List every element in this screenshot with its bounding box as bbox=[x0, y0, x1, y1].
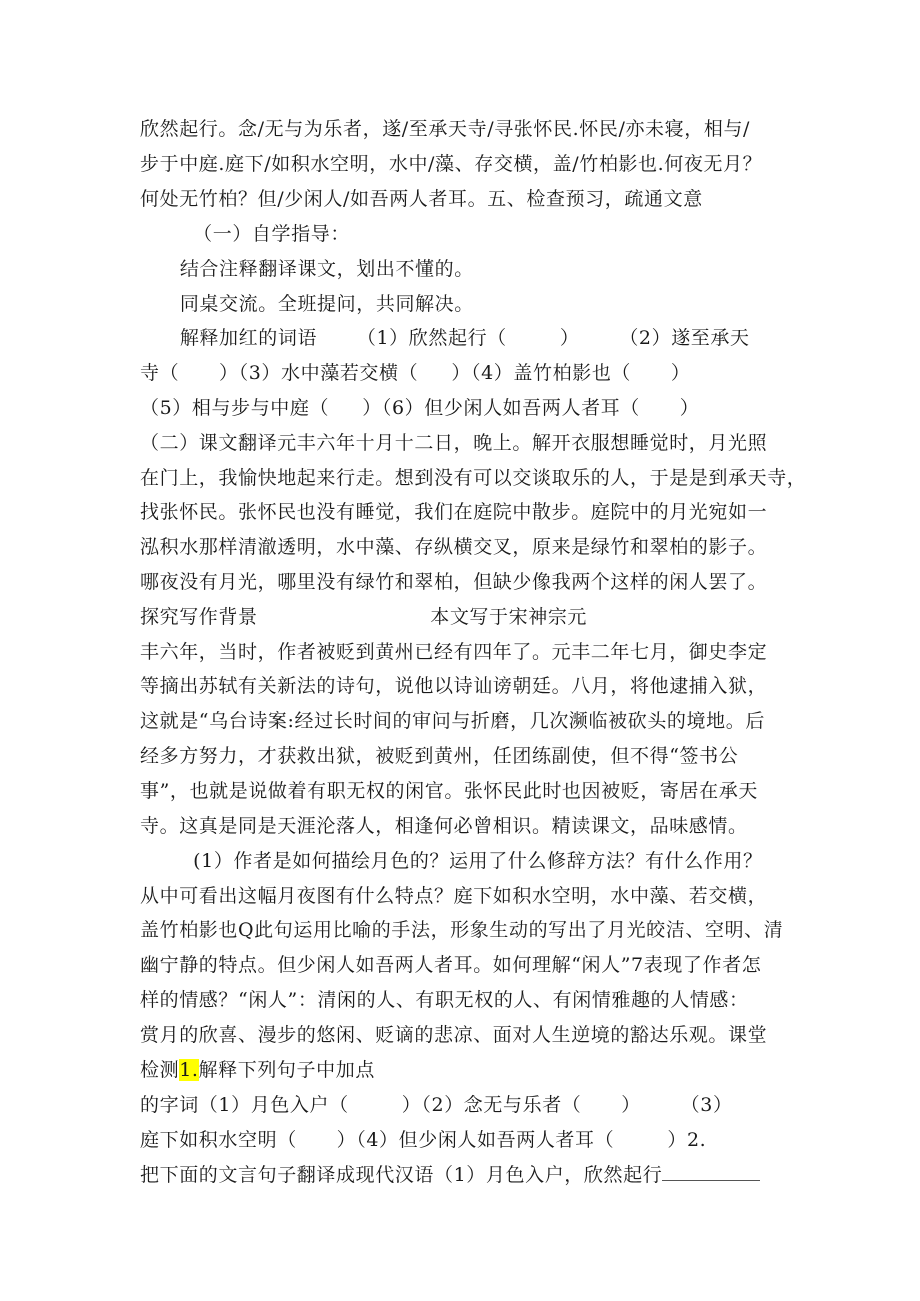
text-line: 步于中庭.庭下/如积水空明，水中/藻、存交横，盖/竹柏影也.何夜无月？ bbox=[140, 153, 763, 175]
text-line: 结合注释翻译课文，划出不懂的。 bbox=[140, 258, 474, 280]
text-line: 寺。这真是同是天涯沦落人，相逢何必曾相识。精读课文，品味感情。 bbox=[140, 815, 748, 837]
text-segment: 解释下列句子中加点 bbox=[198, 1059, 375, 1081]
text-line: 事”，也就是说做着有职无权的闲官。张怀民此时也因被贬，寄居在承天 bbox=[140, 780, 758, 802]
text-line: 解释加红的词语 （1）欣然起行（ ） （2）遂至承天 bbox=[140, 327, 750, 349]
text-line: 盖竹柏影也Q此句运用比喻的手法，形象生动的写出了月光皎洁、空明、清 bbox=[140, 919, 784, 941]
text-line bbox=[140, 1162, 760, 1187]
text-line: 找张怀民。张怀民也没有睡觉，我们在庭院中散步。庭院中的月光宛如一 bbox=[140, 501, 768, 523]
text-line: 从中可看出这幅月夜图有什么特点？庭下如积水空明，水中藻、若交横， bbox=[140, 885, 768, 907]
text-line: 丰六年，当时，作者被贬到黄州已经有四年了。元丰二年七月，御史李定 bbox=[140, 641, 768, 663]
text-line: 何处无竹柏？但/少闲人/如吾两人者耳。五、检查预习，疏通文意 bbox=[140, 188, 703, 210]
answer-blank[interactable] bbox=[662, 1162, 760, 1181]
text-line bbox=[140, 1058, 375, 1082]
text-line: 寺（ ）（3）水中藻若交横（ ）（4）盖竹柏影也（ ） bbox=[140, 362, 691, 384]
text-line: 庭下如积水空明（ ）（4）但少闲人如吾两人者耳（ ）2. bbox=[140, 1129, 707, 1151]
text-line: 泓积水那样清澈透明，水中藻、存纵横交叉，原来是绿竹和翠柏的影子。 bbox=[140, 536, 768, 558]
text-line: 样的情感？“闲人”：清闲的人、有职无权的人、有闲情雅趣的人情感： bbox=[140, 989, 749, 1011]
text-line: 经多方努力，才获救出狱，被贬到黄州，任团练副使，但不得“签书公 bbox=[140, 745, 739, 767]
text-line: 在门上，我愉快地起来行走。想到没有可以交谈取乐的人，于是是到承天寺， bbox=[140, 467, 807, 489]
text-line: 哪夜没有月光，哪里没有绿竹和翠柏，但缺少像我两个这样的闲人罢了。 bbox=[140, 571, 768, 593]
text-line: 探究写作背景 本文写于宋神宗元 bbox=[140, 606, 588, 628]
text-line: （二）课文翻译元丰六年十月十二日，晚上。解开衣服想睡觉时，月光照 bbox=[140, 432, 768, 454]
text-line: (1）作者是如何描绘月色的？运用了什么修辞方法？有什么作用？ bbox=[140, 850, 763, 872]
section-heading: （一）自学指导： bbox=[140, 223, 350, 245]
highlighted-number: 1. bbox=[179, 1059, 199, 1081]
text-segment: 检测 bbox=[140, 1059, 180, 1081]
text-segment: 把下面的文言句子翻译成现代汉语（1）月色入户，欣然起行 bbox=[140, 1164, 663, 1186]
text-line: 这就是“乌台诗案:经过长时间的审问与折磨，几次濒临被砍头的境地。后 bbox=[140, 710, 765, 732]
text-line: 赏月的欣喜、漫步的悠闲、贬谪的悲凉、面对人生逆境的豁达乐观。课堂 bbox=[140, 1024, 768, 1046]
text-line: （5）相与步与中庭（ ）（6）但少闲人如吾两人者耳（ ） bbox=[140, 397, 700, 419]
text-line: 同桌交流。全班提问，共同解决。 bbox=[140, 293, 474, 315]
text-line: 的字词（1）月色入户（ ）（2）念无与乐者（ ） （3） bbox=[140, 1094, 733, 1116]
text-line: 欣然起行。念/无与为乐者，遂/至承天寺/寻张怀民.怀民/亦未寝，相与/ bbox=[140, 118, 751, 140]
text-line: 幽宁静的特点。但少闲人如吾两人者耳。如何理解“闲人”7表现了作者怎 bbox=[140, 954, 762, 976]
text-line: 等摘出苏轼有关新法的诗句，说他以诗讪谤朝廷。八月，将他逮捕入狱， bbox=[140, 675, 768, 697]
